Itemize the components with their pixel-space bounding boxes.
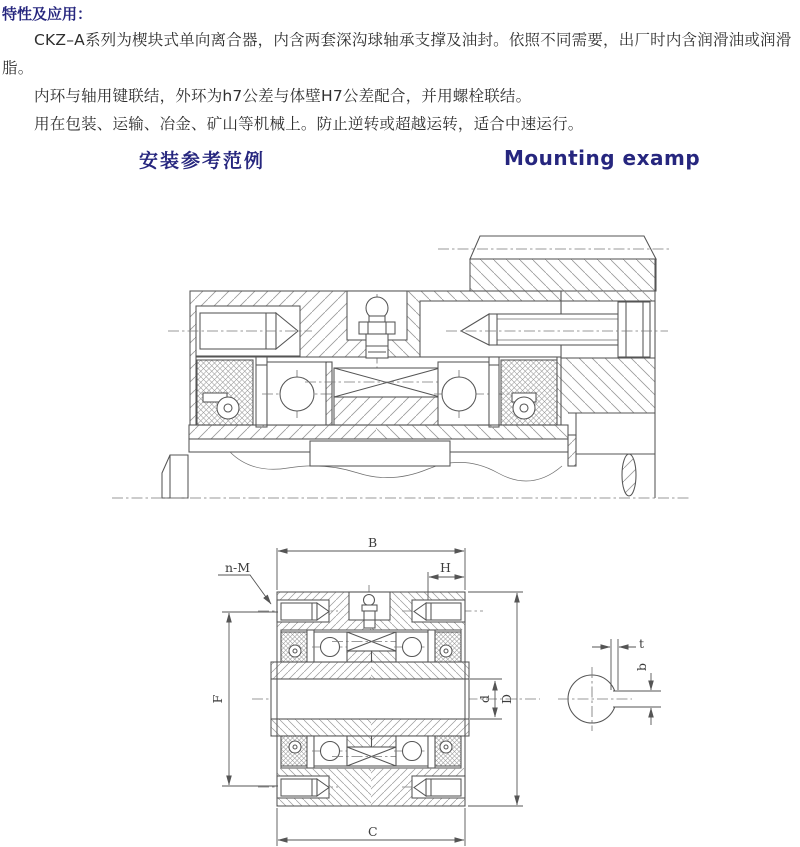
paragraph-mounting: 内环与轴用键联结，外环为h7公差与体壁H7公差配合，并用螺栓联结。: [34, 87, 532, 105]
bearing-assembly: [197, 357, 557, 427]
dim-label-C: C: [368, 824, 378, 839]
paragraph-features: CKZ–A系列为楔块式单向离合器，内含两套深沟球轴承支撑及油封。依照不同需要，出厂时内含润滑油或润滑脂。: [2, 31, 792, 77]
dim-C: [277, 808, 465, 846]
intro-text-block: [2, 2, 797, 138]
dim-label-D: D: [499, 693, 514, 705]
dim-label-H: H: [440, 560, 451, 575]
dim-label-B: B: [368, 535, 378, 550]
mounting-example-drawing: [100, 225, 700, 510]
heading-mounting-en: Mounting examp: [504, 146, 701, 170]
inner-ring-top: [271, 662, 469, 679]
section-title: 特性及应用：: [2, 5, 93, 23]
outer-ring-bottom: [277, 768, 465, 806]
bearing-band-bottom: [281, 736, 461, 768]
dim-label-b: b: [634, 662, 649, 671]
dim-nM: [218, 560, 271, 604]
shaft-band: [271, 679, 469, 719]
dimensioned-section-drawing: [190, 535, 680, 847]
dim-label-nM: n-M: [225, 560, 251, 575]
dim-label-t: t: [639, 636, 645, 651]
dim-label-F: F: [210, 694, 225, 704]
inner-ring-bottom: [271, 719, 469, 736]
dim-label-d: d: [477, 694, 492, 704]
bearing-band-top: [281, 630, 461, 662]
dim-B: [277, 535, 465, 590]
paragraph-usage: 用在包装、运输、冶金、矿山等机械上。防止逆转或超越运转，适合中速运行。: [34, 115, 584, 133]
keyway-section: [558, 636, 661, 731]
heading-installation-zh: 安装参考范例: [139, 150, 266, 172]
outer-ring-top: [277, 592, 465, 630]
